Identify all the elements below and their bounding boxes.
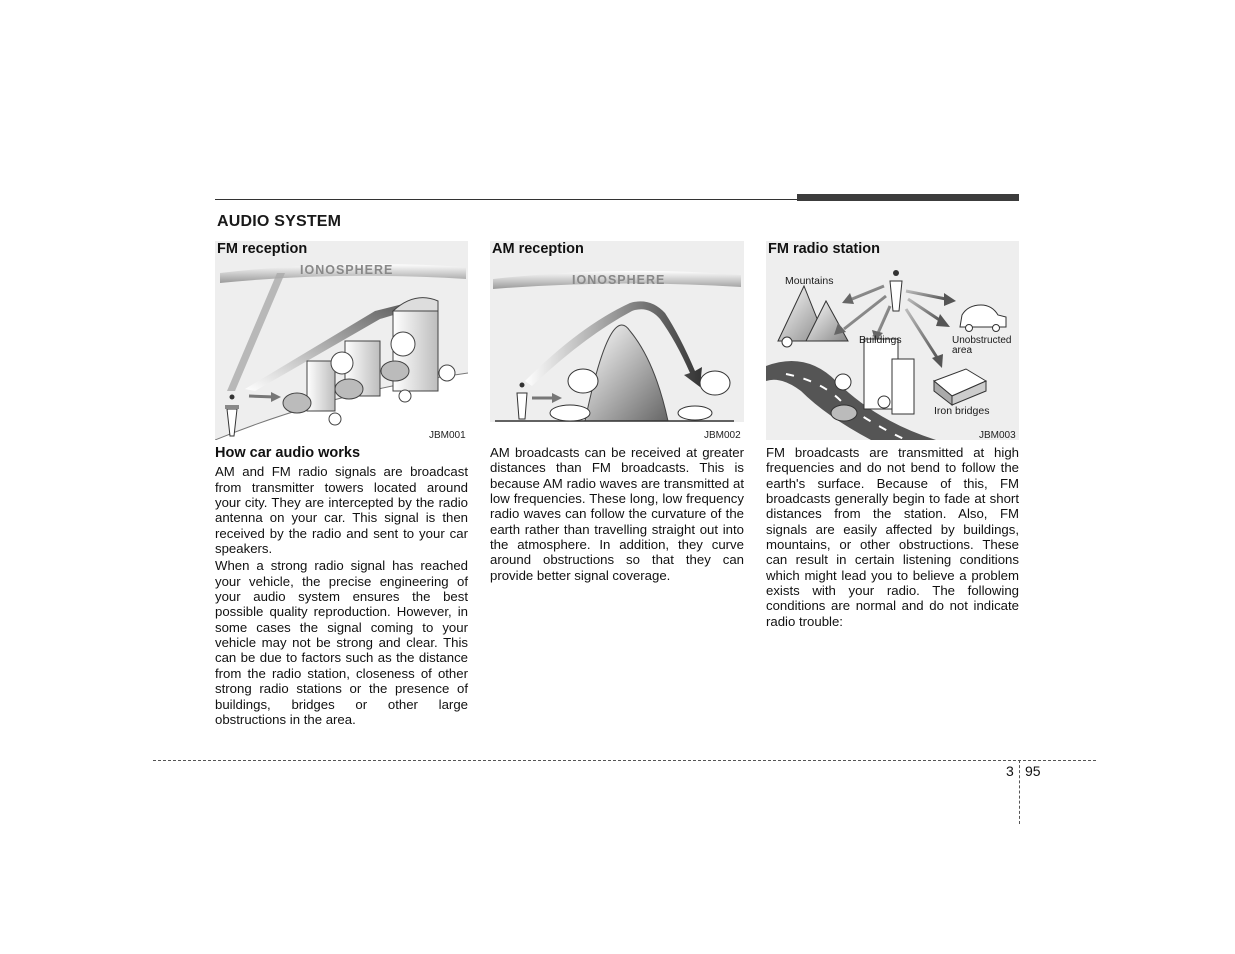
chapter-number: 3 bbox=[1006, 763, 1014, 779]
label-iron-bridges: Iron bridges bbox=[934, 405, 990, 417]
figure-fm-reception bbox=[215, 241, 468, 440]
figure-code: JBM001 bbox=[429, 430, 466, 441]
ionosphere-label: IONOSPHERE bbox=[572, 273, 666, 287]
figure-fm-radio-station bbox=[766, 241, 1019, 440]
header-bar bbox=[797, 194, 1019, 201]
am-reception-illustration bbox=[490, 241, 744, 422]
label-mountains: Mountains bbox=[785, 275, 834, 287]
figure-code: JBM002 bbox=[704, 430, 741, 441]
header-rule bbox=[215, 199, 797, 200]
ionosphere-label: IONOSPHERE bbox=[300, 263, 394, 277]
footer-dashed-rule bbox=[153, 760, 1096, 761]
subheading-how-car-audio-works: How car audio works bbox=[215, 445, 361, 461]
column-1 bbox=[215, 446, 468, 727]
figure-title: FM radio station bbox=[768, 241, 880, 257]
paragraph: When a strong radio signal has reached your vehicle, the precise engineering of your audio system ensures the best possible quality reproduction. However, in some cases the signal coming to your vehicle may not be strong and clear. This can be due to factors such as the distance from the radio station, closeness of other strong radio stations or the presence of buildings, bridges or other large obstructions in the area. bbox=[215, 558, 468, 727]
footer-dashed-divider bbox=[1019, 760, 1020, 824]
label-unobstructed: Unobstructed bbox=[952, 335, 1012, 346]
figure-am-reception bbox=[490, 241, 744, 422]
figure-code: JBM003 bbox=[979, 430, 1016, 441]
column-3 bbox=[766, 445, 1019, 629]
section-title: AUDIO SYSTEM bbox=[217, 213, 342, 230]
page-number: 95 bbox=[1025, 763, 1041, 779]
paragraph: AM and FM radio signals are broadcast from transmitter towers located around your city. They are intercepted by the radio antenna on your car. This signal is then received by the radio and sent to your car speakers. bbox=[215, 464, 468, 557]
label-area: area bbox=[952, 345, 973, 356]
paragraph: AM broadcasts can be received at greater distances than FM broadcasts. This is because AM radio waves are transmitted at low frequencies. These long, low frequency radio waves can follow the curvature of the earth rather than travelling straight out into the atmosphere. In addition, they curve around obstructions so that they can provide better signal coverage. bbox=[490, 445, 744, 583]
label-buildings: Buildings bbox=[859, 334, 902, 346]
figure-title: FM reception bbox=[217, 241, 308, 257]
figure-title: AM reception bbox=[492, 241, 584, 257]
column-2 bbox=[490, 445, 744, 583]
paragraph: FM broadcasts are transmitted at high frequencies and do not bend to follow the earth's surface. Because of this, FM broadcasts generally begin to fade at short distances from the station. Also, FM signals are easily affected by buildings, mountains, or other obstructions. These can result in certain listening conditions which might lead you to believe a problem exists with your radio. The following conditions are normal and do not indicate radio trouble: bbox=[766, 445, 1019, 629]
